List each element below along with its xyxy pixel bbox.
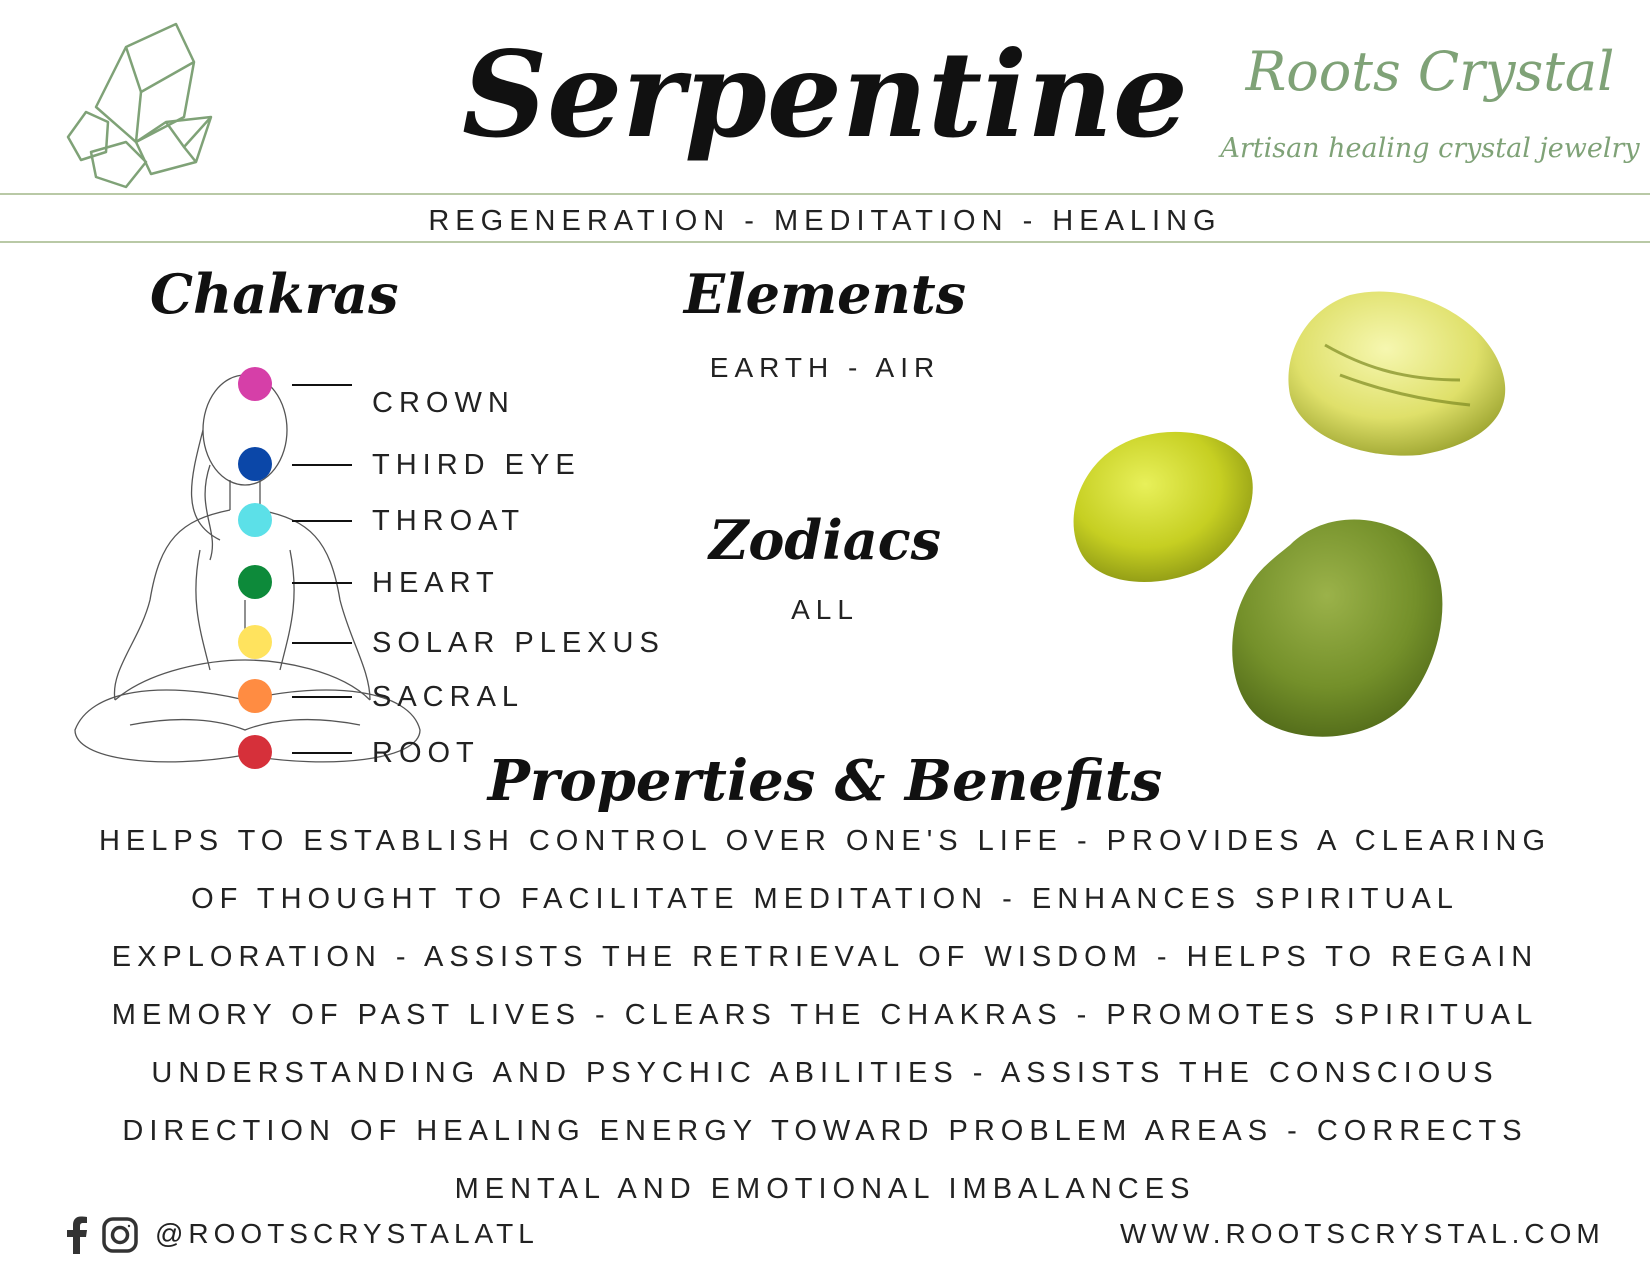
chakras-heading: Chakras <box>150 262 399 326</box>
chakra-dot-sacral <box>238 679 272 713</box>
page-title: Serpentine <box>461 25 1189 164</box>
instagram-icon[interactable] <box>102 1217 138 1253</box>
zodiacs-heading: Zodiacs <box>709 508 941 572</box>
chakra-label-sacral: SACRAL <box>372 681 525 713</box>
properties-line: DIRECTION OF HEALING ENERGY TOWARD PROBLEM AREAS - CORRECTS <box>122 1115 1528 1147</box>
chakra-label-heart: HEART <box>372 567 500 599</box>
website-link[interactable]: WWW.ROOTSCRYSTAL.COM <box>1120 1218 1605 1249</box>
serpentine-stones-image <box>1060 285 1580 765</box>
properties-line: EXPLORATION - ASSISTS THE RETRIEVAL OF WISDOM - HELPS TO REGAIN <box>111 941 1539 973</box>
properties-line: OF THOUGHT TO FACILITATE MEDITATION - ENHANCES SPIRITUAL <box>191 883 1459 915</box>
chakra-label-root: ROOT <box>372 737 480 769</box>
chakra-dot-crown <box>238 367 272 401</box>
chakra-line <box>292 520 352 522</box>
chakra-label-crown: CROWN <box>372 387 515 419</box>
properties-line: MEMORY OF PAST LIVES - CLEARS THE CHAKRAS - PROMOTES SPIRITUAL <box>111 999 1539 1031</box>
chakra-line <box>292 464 352 466</box>
chakra-label-third-eye: THIRD EYE <box>372 449 581 481</box>
properties-line: MENTAL AND EMOTIONAL IMBALANCES <box>454 1173 1196 1205</box>
chakra-label-throat: THROAT <box>372 505 526 537</box>
chakra-label-solar-plexus: SOLAR PLEXUS <box>372 627 665 659</box>
elements-value: EARTH - AIR <box>709 352 941 383</box>
chakra-line <box>292 752 352 754</box>
chakra-line <box>292 384 352 386</box>
chakra-dot-solar-plexus <box>238 625 272 659</box>
bottom-divider <box>0 241 1650 243</box>
social-handle[interactable]: @ROOTSCRYSTALATL <box>155 1218 539 1249</box>
chakra-dot-root <box>238 735 272 769</box>
facebook-icon[interactable] <box>65 1216 89 1254</box>
tagline: REGENERATION - MEDITATION - HEALING <box>428 205 1222 237</box>
chakra-line <box>292 696 352 698</box>
properties-heading: Properties & Benefits <box>487 748 1163 814</box>
properties-line: UNDERSTANDING AND PSYCHIC ABILITIES - ASSISTS THE CONSCIOUS <box>151 1057 1499 1089</box>
chakra-dot-third-eye <box>238 447 272 481</box>
chakra-dot-throat <box>238 503 272 537</box>
chakra-line <box>292 582 352 584</box>
zodiacs-value: ALL <box>791 594 859 625</box>
top-divider <box>0 193 1650 195</box>
elements-heading: Elements <box>683 262 967 326</box>
chakra-dot-heart <box>238 565 272 599</box>
properties-line: HELPS TO ESTABLISH CONTROL OVER ONE'S LIFE - PROVIDES A CLEARING <box>98 825 1552 857</box>
properties-body <box>70 812 1580 1218</box>
brand-tagline: Artisan healing crystal jewelry <box>1220 133 1640 164</box>
brand-name: Roots Crystal <box>1245 40 1615 103</box>
chakra-line <box>292 642 352 644</box>
